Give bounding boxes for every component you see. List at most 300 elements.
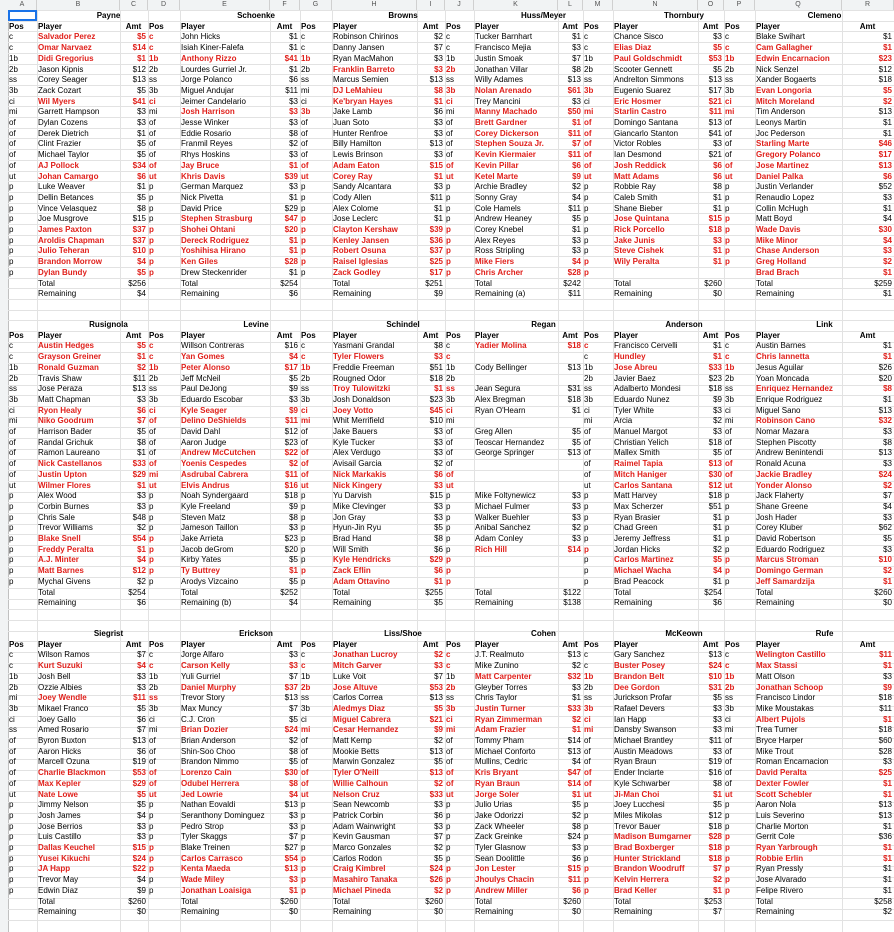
player-pos[interactable]: of <box>725 469 733 479</box>
player-pos[interactable]: 1b <box>446 362 455 372</box>
player-amt[interactable]: $13 <box>567 448 581 458</box>
player-amt[interactable]: $18 <box>708 384 722 394</box>
player-name[interactable]: Shane Greene <box>756 501 809 511</box>
player-pos[interactable]: of <box>301 768 309 778</box>
player-name[interactable]: Andrew Benintendi <box>756 448 824 458</box>
player-pos[interactable]: 3b <box>584 703 594 713</box>
player-name[interactable]: Carlos Santana <box>614 480 673 490</box>
player-amt[interactable]: $3 <box>713 725 722 735</box>
player-pos[interactable]: p <box>301 810 306 820</box>
player-name[interactable]: Matt Barnes <box>38 566 84 576</box>
player-amt[interactable]: $11 <box>430 192 443 202</box>
player-name[interactable]: Garrett Hampson <box>38 107 100 117</box>
player-name[interactable]: Jimmy Nelson <box>38 800 89 810</box>
team-name[interactable]: Clemeno <box>807 11 842 20</box>
player-pos[interactable]: 3b <box>725 703 734 713</box>
player-amt[interactable]: $14 <box>567 778 581 788</box>
player-amt[interactable]: $1 <box>883 789 892 799</box>
player-pos[interactable]: of <box>301 437 308 447</box>
player-amt[interactable]: $24 <box>878 469 892 479</box>
remaining-amount[interactable]: $7 <box>713 907 722 917</box>
player-name[interactable]: Enrique Rodriguez <box>756 394 823 404</box>
player-amt[interactable]: $22 <box>132 864 146 874</box>
player-amt[interactable]: $5 <box>572 437 581 447</box>
header-pos[interactable]: Pos <box>725 21 740 31</box>
player-name[interactable]: Jonathan Schoop <box>756 682 824 692</box>
player-name[interactable]: Kenta Maeda <box>181 864 231 874</box>
player-name[interactable]: Julio Urias <box>475 800 513 810</box>
player-name[interactable]: Trevor Williams <box>38 523 93 533</box>
player-amt[interactable]: $53 <box>429 682 443 692</box>
column-header-d[interactable]: D <box>148 0 180 10</box>
player-name[interactable]: Domingo German <box>756 566 824 576</box>
player-amt[interactable]: $13 <box>429 75 443 85</box>
player-name[interactable]: Max Stassi <box>756 661 798 671</box>
player-name[interactable]: Dallas Keuchel <box>38 843 95 852</box>
player-amt[interactable]: $8 <box>434 341 443 351</box>
player-amt[interactable]: $6 <box>713 160 722 170</box>
player-pos[interactable]: 3b <box>301 394 310 404</box>
player-name[interactable]: Shin-Soo Choo <box>181 746 236 756</box>
remaining-label[interactable]: Remaining <box>38 598 77 608</box>
player-amt[interactable]: $9 <box>713 394 722 404</box>
player-name[interactable]: Michael Brantley <box>614 736 674 745</box>
player-name[interactable]: Sonny Gray <box>475 192 518 202</box>
player-amt[interactable]: $3 <box>289 523 298 533</box>
player-pos[interactable]: p <box>301 523 306 533</box>
player-amt[interactable]: $1 <box>572 32 581 42</box>
player-amt[interactable]: $36 <box>878 832 892 842</box>
player-name[interactable]: C.J. Cron <box>181 714 215 724</box>
remaining-label[interactable]: Remaining <box>756 289 795 299</box>
player-pos[interactable]: 2b <box>725 373 734 383</box>
player-name[interactable]: Adalberto Mondesi <box>614 384 681 394</box>
player-name[interactable]: Drew Steckenrider <box>181 267 247 277</box>
player-amt[interactable]: $1 <box>713 203 722 213</box>
player-pos[interactable]: ut <box>446 171 454 181</box>
header-player[interactable]: Player <box>756 21 781 31</box>
player-pos[interactable]: p <box>301 534 306 543</box>
player-pos[interactable]: of <box>149 118 156 127</box>
player-name[interactable]: Jordan Hicks <box>614 544 661 554</box>
player-amt[interactable]: $7 <box>137 416 146 426</box>
player-pos[interactable]: of <box>301 448 309 458</box>
player-amt[interactable]: $13 <box>878 810 892 820</box>
player-name[interactable]: Zack Greinke <box>475 832 523 842</box>
player-amt[interactable]: $1 <box>434 384 443 394</box>
player-name[interactable]: Ryan Yarbrough <box>756 843 818 852</box>
player-name[interactable]: Jameson Taillon <box>181 523 239 533</box>
player-amt[interactable]: $2 <box>713 416 722 426</box>
player-name[interactable]: Max Scherzer <box>614 501 664 511</box>
player-pos[interactable]: c <box>584 43 588 53</box>
player-pos[interactable]: 2b <box>446 682 456 692</box>
player-name[interactable]: Carson Kelly <box>181 661 230 671</box>
player-name[interactable]: Gerrit Cole <box>756 832 795 842</box>
row-pos[interactable]: 1b <box>9 362 18 372</box>
player-name[interactable]: Adam Conley <box>475 534 524 543</box>
player-name[interactable]: Max Kepler <box>38 778 81 788</box>
header-player[interactable]: Player <box>333 330 358 340</box>
player-pos[interactable]: p <box>301 501 306 511</box>
player-name[interactable]: Avisail Garcia <box>333 459 382 469</box>
column-header-b[interactable]: B <box>37 0 120 10</box>
player-pos[interactable]: p <box>725 885 730 895</box>
player-name[interactable]: Chris Taylor <box>475 693 518 703</box>
player-pos[interactable]: 2b <box>149 64 158 74</box>
player-pos[interactable]: p <box>725 192 730 202</box>
player-name[interactable]: Dylan Bundy <box>38 267 87 277</box>
player-name[interactable]: Hunter Renfroe <box>333 128 388 138</box>
player-amt[interactable]: $18 <box>708 821 722 831</box>
player-amt[interactable]: $23 <box>284 437 298 447</box>
player-name[interactable]: Lewis Brinson <box>333 150 383 160</box>
player-pos[interactable]: of <box>725 128 732 138</box>
player-pos[interactable]: p <box>301 885 306 895</box>
remaining-label[interactable]: Remaining <box>756 907 795 917</box>
player-pos[interactable]: mi <box>446 416 455 426</box>
player-amt[interactable]: $2 <box>434 778 443 788</box>
player-pos[interactable]: of <box>584 469 591 479</box>
player-name[interactable]: Austin Barnes <box>756 341 806 351</box>
player-pos[interactable]: p <box>301 491 306 501</box>
player-amt[interactable]: $23 <box>429 394 443 404</box>
row-pos[interactable]: p <box>9 225 14 234</box>
player-amt[interactable]: $1 <box>713 246 722 256</box>
player-name[interactable]: Miles Mikolas <box>614 810 663 820</box>
remaining-amount[interactable]: $6 <box>289 289 298 299</box>
player-pos[interactable]: p <box>301 235 306 245</box>
player-name[interactable]: Arcia <box>614 416 633 426</box>
player-amt[interactable]: $13 <box>567 75 581 85</box>
player-amt[interactable]: $3 <box>434 64 443 74</box>
player-name[interactable]: Franmil Reyes <box>181 139 233 149</box>
player-pos[interactable]: 2b <box>149 373 158 383</box>
player-name[interactable]: Michael Fulmer <box>475 501 530 511</box>
player-pos[interactable]: of <box>584 118 592 127</box>
player-name[interactable]: Jose Quintana <box>614 214 670 224</box>
header-pos[interactable]: Pos <box>446 639 461 649</box>
player-name[interactable]: Nathan Eovaldi <box>181 800 236 810</box>
player-amt[interactable]: $23 <box>708 373 722 383</box>
player-name[interactable]: Gleyber Torres <box>475 682 528 692</box>
player-name[interactable]: Jonathan Loaisiga <box>181 885 252 895</box>
player-name[interactable]: Robinson Cano <box>756 416 816 426</box>
player-amt[interactable]: $24 <box>708 661 722 671</box>
player-pos[interactable]: 2b <box>301 682 311 692</box>
player-amt[interactable]: $1 <box>883 203 892 213</box>
player-amt[interactable]: $1 <box>883 394 892 404</box>
player-name[interactable]: Clayton Kershaw <box>333 225 398 234</box>
row-pos[interactable]: of <box>9 128 16 138</box>
player-amt[interactable]: $2 <box>883 566 892 576</box>
player-amt[interactable]: $9 <box>137 885 146 895</box>
row-pos[interactable]: p <box>9 853 14 863</box>
player-amt[interactable]: $7 <box>572 53 581 63</box>
player-amt[interactable]: $3 <box>434 480 443 490</box>
player-amt[interactable]: $1 <box>137 352 146 362</box>
player-amt[interactable]: $7 <box>434 43 443 53</box>
player-name[interactable]: Ryan Pressly <box>756 864 804 874</box>
player-pos[interactable]: of <box>725 757 732 767</box>
player-pos[interactable]: of <box>584 139 592 149</box>
player-name[interactable]: Marwin Gonzalez <box>333 757 395 767</box>
player-name[interactable]: Austin Hedges <box>38 341 95 351</box>
player-pos[interactable]: of <box>446 427 453 436</box>
total-label[interactable]: Total <box>181 896 198 906</box>
player-name[interactable]: Matt Carpenter <box>475 671 532 681</box>
player-pos[interactable]: p <box>584 885 589 895</box>
remaining-amount[interactable]: $4 <box>137 289 146 299</box>
player-amt[interactable]: $8 <box>137 437 146 447</box>
header-pos[interactable]: Pos <box>149 21 164 31</box>
remaining-label[interactable]: Remaining <box>333 907 372 917</box>
player-amt[interactable]: $11 <box>285 85 298 95</box>
player-pos[interactable]: p <box>584 192 589 202</box>
player-name[interactable]: David Price <box>181 203 222 213</box>
player-amt[interactable]: $14 <box>567 736 581 745</box>
player-amt[interactable]: $12 <box>708 480 722 490</box>
player-name[interactable]: Freddie Freeman <box>333 362 395 372</box>
player-name[interactable]: Charlie Morton <box>756 821 809 831</box>
player-amt[interactable]: $17 <box>429 267 443 277</box>
player-amt[interactable]: $3 <box>713 746 722 756</box>
player-amt[interactable]: $1 <box>883 32 892 42</box>
player-name[interactable]: Evan Longoria <box>756 85 812 95</box>
player-amt[interactable]: $3 <box>883 544 892 554</box>
player-amt[interactable]: $9 <box>883 682 892 692</box>
player-pos[interactable]: c <box>725 32 729 42</box>
player-pos[interactable]: p <box>446 491 451 501</box>
player-amt[interactable]: $5 <box>713 800 722 810</box>
player-pos[interactable]: ut <box>301 789 309 799</box>
player-pos[interactable]: ci <box>301 714 307 724</box>
player-name[interactable]: Joe Musgrove <box>38 214 89 224</box>
player-pos[interactable]: p <box>725 512 730 522</box>
player-name[interactable]: Johan Camargo <box>38 171 99 181</box>
player-amt[interactable]: $25 <box>878 768 892 778</box>
total-label[interactable]: Total <box>38 278 55 288</box>
player-name[interactable]: Rich Hill <box>475 544 508 554</box>
player-pos[interactable]: 1b <box>446 53 455 63</box>
player-name[interactable]: Odubel Herrera <box>181 778 240 788</box>
player-name[interactable]: David Dahl <box>181 427 221 436</box>
player-amt[interactable]: $22 <box>284 448 298 458</box>
remaining-amount[interactable]: $4 <box>289 598 298 608</box>
player-name[interactable]: Leonys Martin <box>756 118 807 127</box>
remaining-label[interactable]: Remaining <box>475 598 514 608</box>
header-amt[interactable]: Amt <box>859 21 876 31</box>
player-name[interactable]: Joey Wendle <box>38 693 87 703</box>
header-amt[interactable]: Amt <box>702 639 719 649</box>
player-amt[interactable]: $1 <box>713 192 722 202</box>
player-amt[interactable]: $1 <box>289 235 298 245</box>
player-name[interactable]: Derek Dietrich <box>38 128 89 138</box>
player-name[interactable]: Kevin Pillar <box>475 160 519 170</box>
player-name[interactable]: AJ Pollock <box>38 160 79 170</box>
player-amt[interactable]: $5 <box>137 192 146 202</box>
player-amt[interactable]: $6 <box>713 171 722 181</box>
player-pos[interactable]: 2b <box>301 64 310 74</box>
header-pos[interactable]: Pos <box>584 21 599 31</box>
player-name[interactable]: Yonder Alonso <box>756 480 812 490</box>
player-name[interactable]: Javier Baez <box>614 373 656 383</box>
team-name[interactable]: McKeown <box>665 629 703 638</box>
player-amt[interactable]: $4 <box>572 757 581 767</box>
player-amt[interactable]: $31 <box>708 682 722 692</box>
total-amount[interactable]: $260 <box>425 896 443 906</box>
player-pos[interactable]: ci <box>301 405 308 415</box>
player-amt[interactable]: $41 <box>708 128 722 138</box>
player-pos[interactable]: 1b <box>584 671 594 681</box>
player-name[interactable]: Zack Wheeler <box>475 821 525 831</box>
player-name[interactable]: Ryan Braun <box>614 757 657 767</box>
player-amt[interactable]: $3 <box>289 182 298 192</box>
player-amt[interactable]: $23 <box>284 534 298 543</box>
player-name[interactable]: Gary Sanchez <box>614 650 665 660</box>
player-pos[interactable]: ut <box>584 789 592 799</box>
player-pos[interactable]: of <box>584 427 591 436</box>
player-name[interactable]: Justin Verlander <box>756 182 814 192</box>
player-pos[interactable]: of <box>725 139 732 149</box>
player-amt[interactable]: $1 <box>883 778 892 788</box>
player-name[interactable]: Kyle Hendricks <box>333 555 391 565</box>
player-pos[interactable]: 1b <box>584 362 593 372</box>
team-name[interactable]: Cohen <box>531 629 556 638</box>
player-amt[interactable]: $13 <box>132 75 146 85</box>
player-name[interactable]: Gregory Polanco <box>756 150 821 160</box>
total-amount[interactable]: $260 <box>704 278 722 288</box>
player-name[interactable]: Sean Newcomb <box>333 800 390 810</box>
player-amt[interactable]: $8 <box>434 534 443 543</box>
player-amt[interactable]: $60 <box>878 736 892 745</box>
header-pos[interactable]: Pos <box>725 639 740 649</box>
player-name[interactable]: Josh James <box>38 810 81 820</box>
row-pos[interactable]: ci <box>9 714 15 724</box>
player-amt[interactable]: $3 <box>572 96 581 106</box>
row-pos[interactable]: p <box>9 491 14 501</box>
player-amt[interactable]: $3 <box>434 150 443 160</box>
player-name[interactable]: Greg Allen <box>475 427 513 436</box>
player-pos[interactable]: c <box>446 650 451 660</box>
row-pos[interactable]: p <box>9 246 14 256</box>
total-amount[interactable]: $258 <box>874 896 892 906</box>
player-pos[interactable]: of <box>584 736 591 745</box>
player-pos[interactable]: p <box>446 246 451 256</box>
player-amt[interactable]: $13 <box>567 362 581 372</box>
player-pos[interactable]: of <box>149 778 157 788</box>
player-name[interactable]: Tyler Skaggs <box>181 832 228 842</box>
player-name[interactable]: Scooter Gennett <box>614 64 673 74</box>
row-pos[interactable]: 3b <box>9 85 18 95</box>
player-pos[interactable]: 3b <box>149 394 158 404</box>
player-amt[interactable]: $7 <box>137 725 146 735</box>
player-pos[interactable]: of <box>446 768 454 778</box>
player-pos[interactable]: of <box>584 768 592 778</box>
player-name[interactable]: Aaron Judge <box>181 437 227 447</box>
player-amt[interactable]: $12 <box>708 810 722 820</box>
player-amt[interactable]: $52 <box>878 182 892 192</box>
player-pos[interactable]: of <box>725 746 732 756</box>
player-pos[interactable]: ss <box>149 75 157 85</box>
player-amt[interactable]: $13 <box>429 746 443 756</box>
row-pos[interactable]: of <box>9 160 16 170</box>
player-name[interactable]: Manny Machado <box>475 107 538 117</box>
player-amt[interactable]: $3 <box>883 671 892 681</box>
team-name[interactable]: Rufe <box>815 629 834 638</box>
player-name[interactable]: Ryan Braun <box>475 778 520 788</box>
player-name[interactable]: Collin McHugh <box>756 203 809 213</box>
total-amount[interactable]: $252 <box>280 587 298 597</box>
player-pos[interactable]: 2b <box>149 682 158 692</box>
remaining-label[interactable]: Remaining <box>614 289 653 299</box>
player-amt[interactable]: $5 <box>572 214 581 224</box>
player-amt[interactable]: $28 <box>878 746 892 756</box>
player-pos[interactable]: p <box>725 214 730 224</box>
row-pos[interactable]: p <box>9 203 14 213</box>
player-name[interactable]: Francisco Cervelli <box>614 341 678 351</box>
player-name[interactable]: Corey Ray <box>333 171 373 181</box>
player-name[interactable]: Matt Kemp <box>333 736 372 745</box>
player-amt[interactable]: $21 <box>708 96 722 106</box>
player-amt[interactable]: $1 <box>713 534 722 543</box>
player-pos[interactable]: 3b <box>446 85 456 95</box>
player-amt[interactable]: $13 <box>567 746 581 756</box>
player-name[interactable]: Greg Holland <box>756 257 807 267</box>
column-header-k[interactable]: K <box>474 0 558 10</box>
player-pos[interactable]: p <box>584 214 589 224</box>
player-amt[interactable]: $3 <box>713 235 722 245</box>
player-name[interactable]: Noah Syndergaard <box>181 491 249 501</box>
player-pos[interactable]: of <box>446 448 453 458</box>
team-name[interactable]: Thornbury <box>664 11 704 20</box>
player-name[interactable]: Alex Reyes <box>475 235 516 245</box>
player-name[interactable]: Sean Doolittle <box>475 853 525 863</box>
player-name[interactable]: Jorge Polanco <box>181 75 233 85</box>
player-name[interactable]: Matt Adams <box>614 171 660 181</box>
player-name[interactable]: Masahiro Tanaka <box>333 875 398 885</box>
remaining-label[interactable]: Remaining <box>333 289 372 299</box>
player-pos[interactable]: c <box>149 32 154 42</box>
header-amt[interactable]: Amt <box>125 639 142 649</box>
player-name[interactable]: Caleb Smith <box>614 192 658 202</box>
player-amt[interactable]: $10 <box>132 246 146 256</box>
player-pos[interactable]: p <box>446 267 451 277</box>
row-pos[interactable]: ci <box>9 405 15 415</box>
player-name[interactable]: Adam Wainwright <box>333 821 396 831</box>
player-amt[interactable]: $15 <box>132 214 146 224</box>
player-amt[interactable]: $29 <box>132 778 146 788</box>
player-pos[interactable]: 2b <box>446 373 455 383</box>
player-name[interactable]: Eric Hosmer <box>614 96 662 106</box>
team-name[interactable]: Erickson <box>239 629 273 638</box>
player-pos[interactable]: 1b <box>446 671 455 681</box>
row-pos[interactable]: p <box>9 832 14 842</box>
row-pos[interactable]: of <box>9 768 16 778</box>
player-name[interactable]: Wade Miley <box>181 875 225 885</box>
player-pos[interactable]: 3b <box>725 85 734 95</box>
player-name[interactable]: Carlos Correa <box>333 693 383 703</box>
player-pos[interactable]: ci <box>149 714 155 724</box>
player-name[interactable]: Delino DeShields <box>181 416 247 426</box>
team-name[interactable]: Levine <box>243 320 269 329</box>
player-pos[interactable]: p <box>149 246 154 256</box>
player-pos[interactable]: 3b <box>584 394 593 404</box>
player-name[interactable]: Andrew Miller <box>475 885 528 895</box>
player-pos[interactable]: p <box>725 235 730 245</box>
player-pos[interactable]: of <box>446 150 453 160</box>
player-amt[interactable]: $13 <box>284 864 298 874</box>
